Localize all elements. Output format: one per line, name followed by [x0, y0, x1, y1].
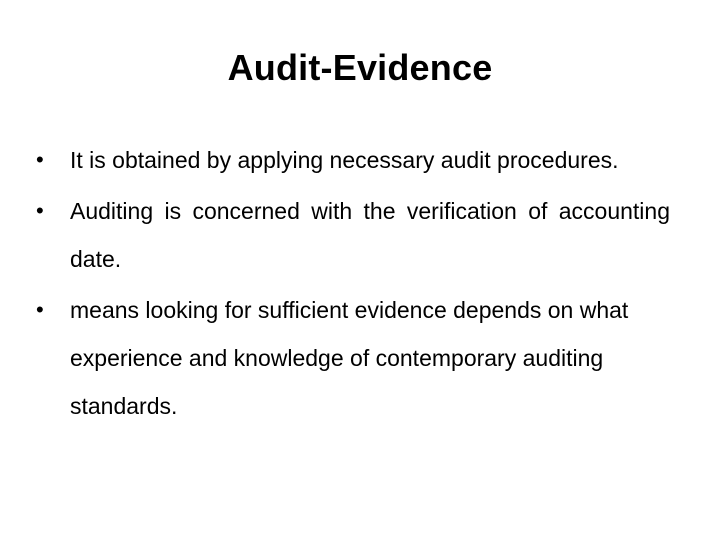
slide-title: Audit-Evidence [227, 47, 493, 88]
bullet-item [36, 187, 670, 283]
bullet-dot-icon: • [36, 297, 44, 322]
bullet-item [36, 136, 670, 184]
bullet-text: It is obtained by applying necessary audit procedures. [70, 147, 619, 173]
bullet-text: means looking for sufficient evidence depends on what experience and knowledge of contemporary auditing standards. [70, 297, 629, 419]
bullet-item [36, 286, 670, 430]
bullet-text: Auditing is concerned with the verification of accounting date. [70, 198, 670, 272]
bullet-dot-icon: • [36, 147, 44, 172]
bullet-dot-icon: • [36, 198, 44, 223]
bullet-list [36, 136, 670, 433]
